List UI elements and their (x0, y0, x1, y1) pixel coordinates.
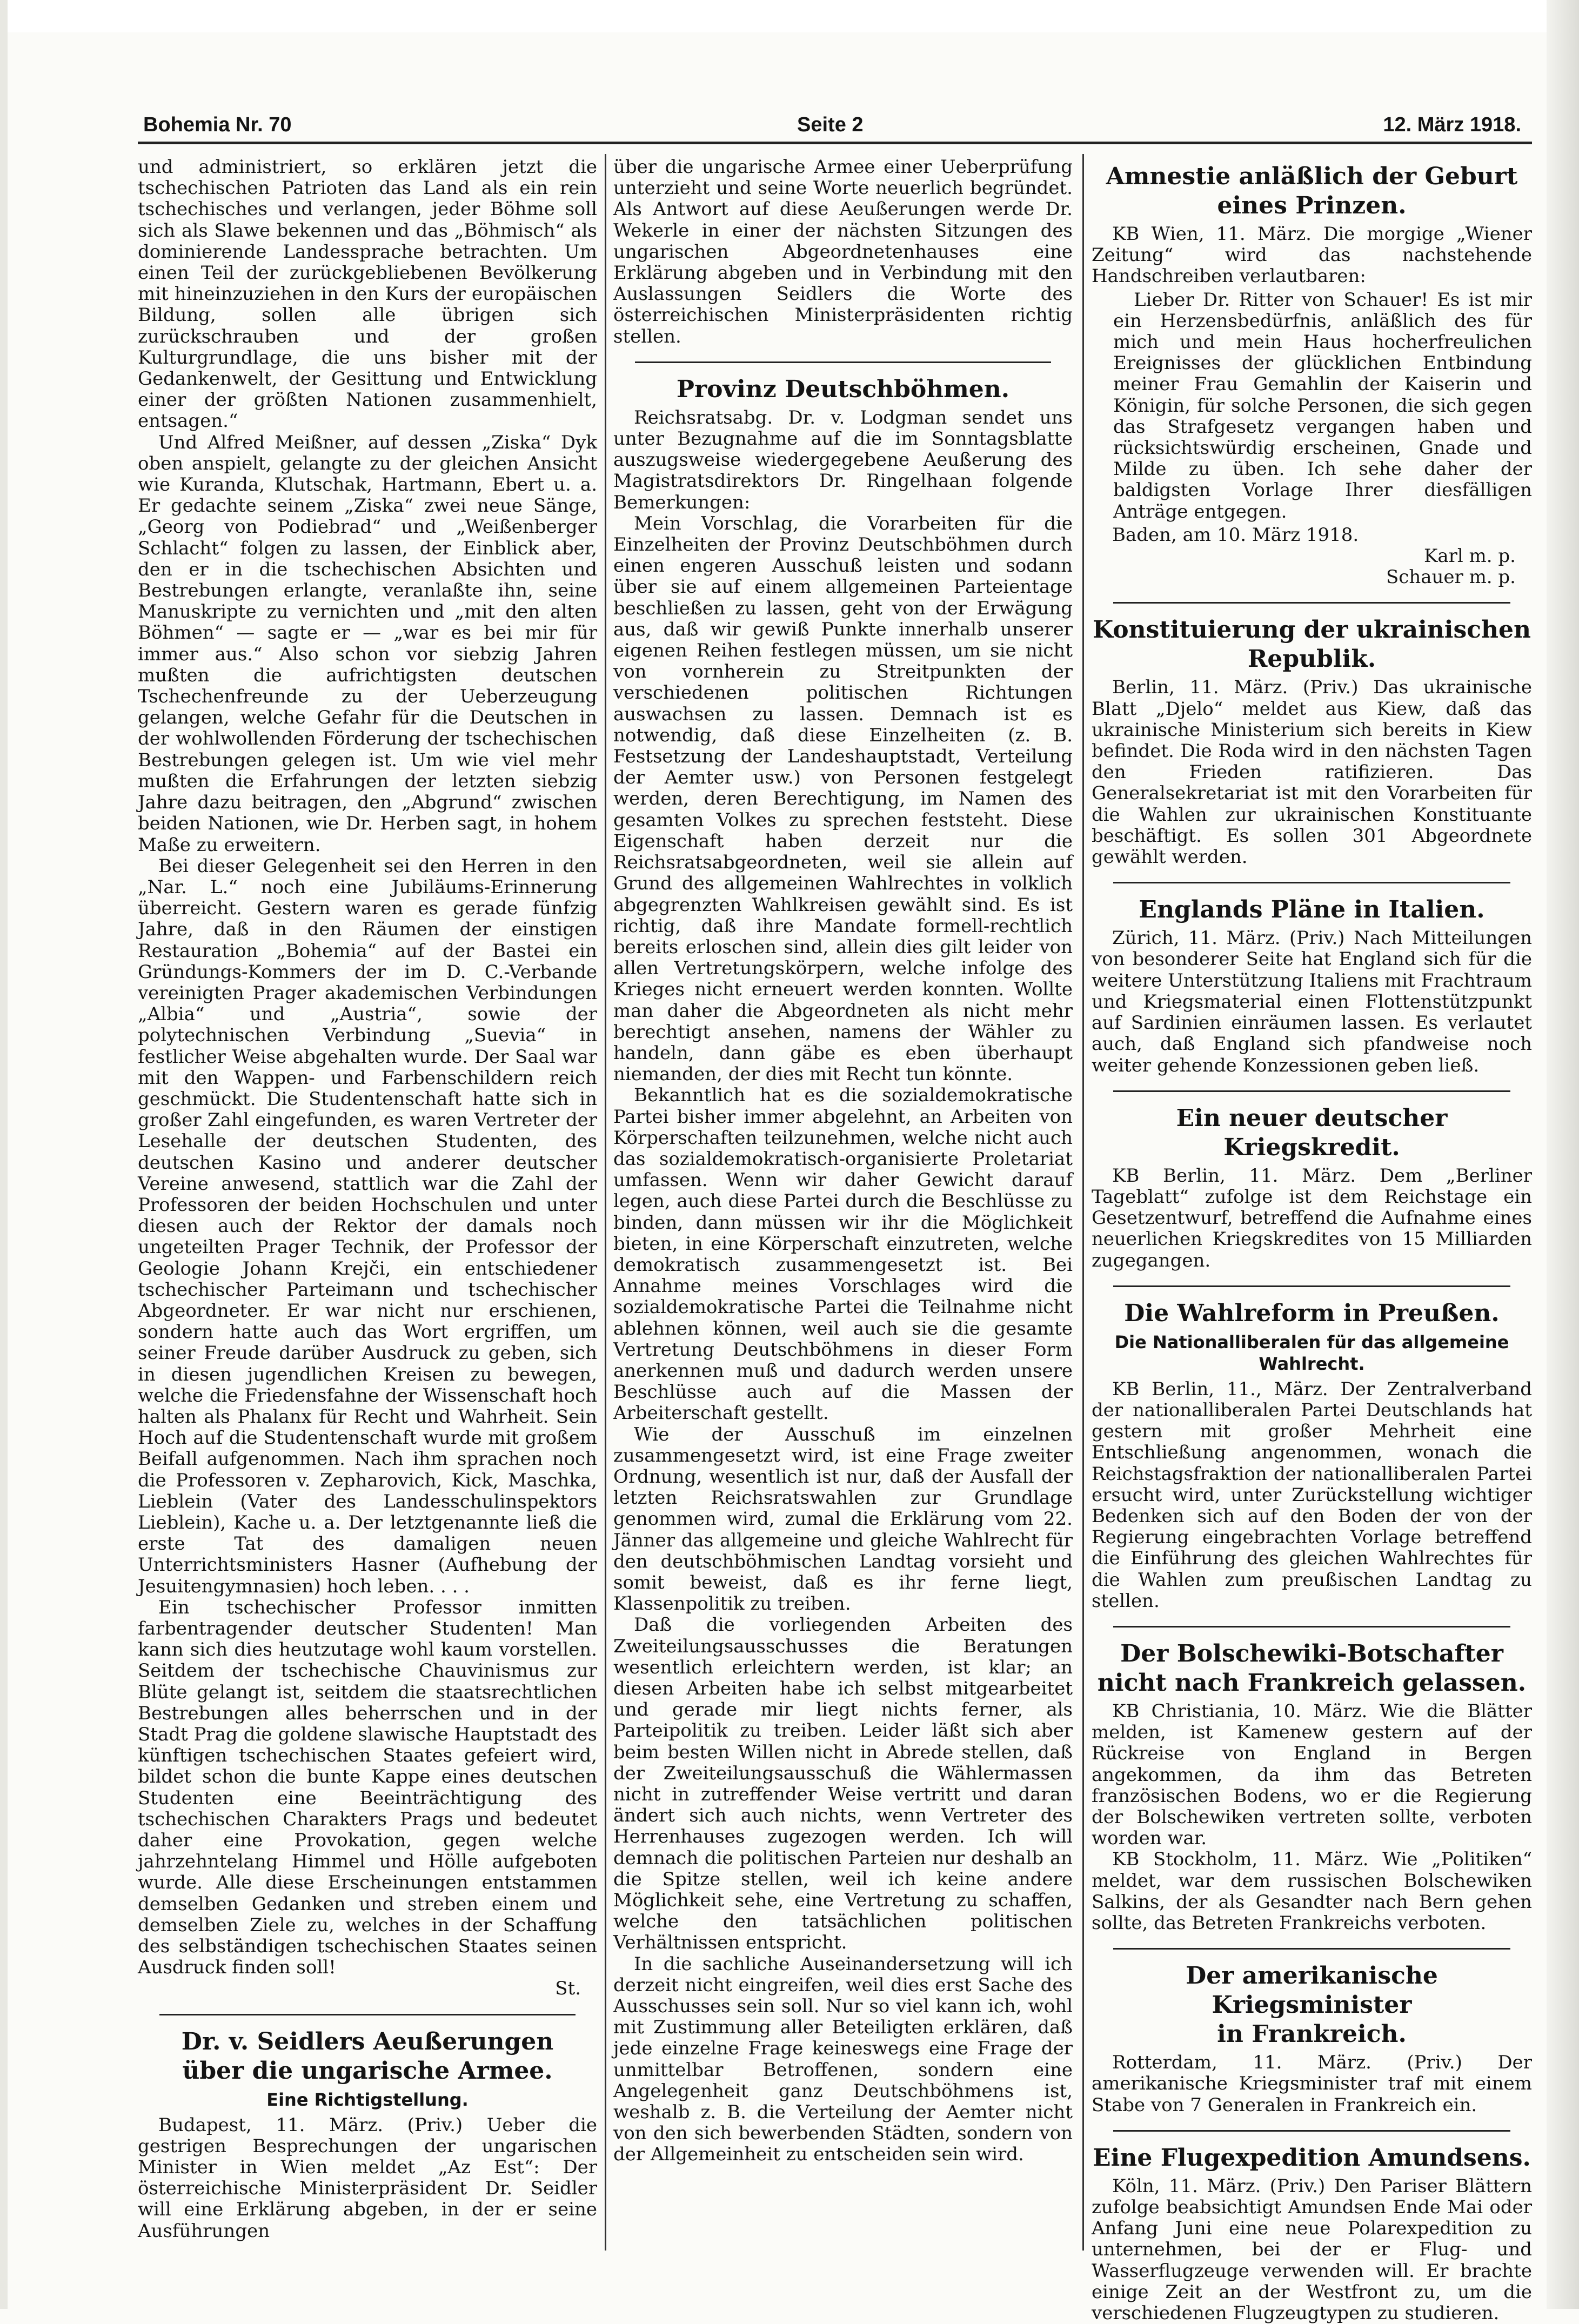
article-paragraph: Köln, 11. März. (Priv.) Den Pariser Blättern zufolge beabsichtigt Amundsen Ende Mai oder Anfang Juni eine neue Polarexpedition zu unternehmen, bei der er Flug- und Wasserflugzeuge verwenden will. Er brachte einige Zeit an der Westfront zu, um die verschiedenen Flugzeugtypen zu studieren. (1092, 2175, 1532, 2324)
article-separator (1113, 1090, 1510, 1092)
article-signature: St. (555, 1978, 581, 2000)
article-paragraph: Mein Vorschlag, die Vorarbeiten für die Einzelheiten der Provinz Deutschböhmen durch einen engeren Ausschuß leisten und sodann über sie auf einem allgemeinen Parteientage beschließen zu lassen, geht von der Erwägung aus, daß wir gewiß Punkte innerhalb unserer eigenen Reihen festlegen müssen, um sie nicht von vornherein zu Streitpunkten der verschiedenen politischen Richtungen auswachsen zu lassen. Demnach ist es notwendig, daß diese Einzelheiten (z. B. Festsetzung der Landeshauptstadt, Verteilung der Aemter usw.) von Personen festgelegt werden, deren Berechtigung, im Namen des gesamten Volkes zu sprechen feststeht. Diese Eigenschaft haben derzeit nur die Reichsratsabgeordneten, weil sie allein auf Grund des allgemeinen Wahlrechtes in volklich abgegrenzten Wahlkreisen gewählt sind. Es ist richtig, daß ihre Mandate formell-rechtlich bereits erloschen sind, allein dies gilt leider von allen Vertretungskörpern, welche infolge des Krieges nicht erneuert werden konnten. Wollte man daher die Abgeordneten als nicht mehr berechtigt ansehen, namens der Wähler zu handeln, dann gäbe es eben überhaupt niemanden, der dies mit Recht tun könnte. (613, 512, 1073, 1086)
article-separator (1113, 2130, 1510, 2132)
subheadline: Die Nationalliberalen für das allgemeine Wahlrecht. (1114, 1331, 1509, 1374)
article-paragraph: Budapest, 11. März. (Priv.) Ueber die gestrigen Besprechungen der ungarischen Minister in Wien meldet „Az Est“: Der österreichische Ministerpräsident Dr. Seidler will eine Erklärung abgeben, in der er seine Ausführungen (138, 2114, 597, 2242)
column-2 (613, 157, 1073, 2242)
article-paragraph: In die sachliche Auseinandersetzung will ich derzeit nicht eingreifen, weil dies erst Sache des Ausschusses sein soll. Nur so viel kann ich, wohl mit Zustimmung aller Beteiligten erklären, daß jede einzelne Frage keineswegs eine Frage der unmittelbar Betroffenen, sondern eine Angelegenheit ganz Deutschböhmens ist, weshalb z. B. die Verteilung der Aemter nicht von den sich bewerbenden Städten, sondern von der Allgemeinheit zu entscheiden sein wird. (613, 1953, 1073, 2166)
headline-line: Dr. v. Seidlers Aeußerungen (181, 2027, 554, 2055)
column-rule (1082, 154, 1084, 2251)
page-header (138, 108, 1532, 144)
article-paragraph: KB Christiania, 10. März. Wie die Blätter melden, ist Kamenew gestern auf der Rückreise von England in Bergen angekommen, da ihm das Betreten französischen Bodens, wo er die Regierung der Bolschewiken vertreten sollte, verboten worden war. (1092, 1700, 1532, 1850)
header-page-number: Seite 2 (797, 113, 864, 136)
article-separator (1113, 882, 1510, 883)
subheadline: Eine Richtigstellung. (266, 2089, 469, 2110)
headline-bolschewiki (1092, 1639, 1532, 1698)
article-paragraph: Und Alfred Meißner, auf dessen „Ziska“ Dyk oben anspielt, gelangte zu der gleichen Ansicht wie Kuranda, Klutschak, Hartmann, Ebert u. a. Er gedachte seinem „Ziska“ zwei neue Sänge, „Georg von Podiebrad“ und „Weißenberger Schlacht“ folgen zu lassen, der Einblick aber, den er in die tschechischen Absichten und Bestrebungen erlangte, veranlaßte ihn, seine Manuskripte zu vernichten und „mit den alten Böhmen“ — sagte er — „war es bei mir für immer aus.“ Also schon vor siebzig Jahren mußten die aufrichtigsten deutschen Tschechenfreunde zu der Ueberzeugung gelangen, welche Gefahr für die Deutschen in der wohlwollenden Förderung der tschechischen Bestrebungen gelegen ist. Um wie viel mehr mußten die Erfahrungen der letzten siebzig Jahre dazu beitragen, den „Abgrund“ zwischen beiden Nationen, wie Dr. Herben sagt, in hohem Maße zu erweitern. (138, 431, 597, 856)
article-separator (159, 2014, 576, 2015)
article-paragraph: Rotterdam, 11. März. (Priv.) Der amerikanische Kriegsminister traf mit einem Stabe von 7 Generalen in Frankreich ein. (1092, 2052, 1532, 2116)
scan-margin-top (0, 0, 1579, 32)
headline-kriegsminister (1092, 1961, 1532, 2049)
signature-karl: Karl m. p. (1423, 545, 1516, 567)
headline-ukraine: Konstituierung der ukrainischen Republik. (1092, 616, 1531, 673)
article-paragraph: Berlin, 11. März. (Priv.) Das ukrainische Blatt „Djelo“ meldet aus Kiew, daß das ukrainische Ministerium sich bereits in Kiew befindet. Die Roda wird in den nächsten Tagen den Frieden ratifizieren. Das Generalsekretariat ist mit den Vorarbeiten für die Wahlen zur ukrainischen Konstituante beschäftigt. Es sollen 301 Abgeordnete gewählt werden. (1092, 677, 1532, 868)
header-date: 12. März 1918. (1383, 113, 1521, 136)
article-paragraph: KB Wien, 11. März. Die morgige „Wiener Zeitung“ wird das nachstehende Handschreiben verlautbaren: (1092, 223, 1532, 287)
headline-amnestie: Amnestie anläßlich der Geburt eines Prinzen. (1106, 163, 1518, 219)
headline-kriegskredit: Ein neuer deutscher Kriegskredit. (1176, 1104, 1448, 1161)
article-paragraph: Ein tschechischer Professor inmitten farbentragender deutscher Studenten! Man kann sich dies heutzutage wohl kaum vorstellen. Seitdem der tschechische Chauvinismus zur Blüte gelangt ist, seitdem die staatsrechtlichen Bestrebungen alles beherrschen und in der Stadt Prag die goldene slawische Hauptstadt des künftigen tschechischen Staates gefeiert wird, bildet schon die bunte Kappe eines deutschen Studenten eine Beeinträchtigung des tschechischen Charakters Prags und bedeutet daher eine Provokation, gegen welche jahrzehntelang Himmel und Hölle aufgeboten wurde. Alle diese Erscheinungen entstammen demselben Gedanken und streben einem und demselben Ziele zu, welches in der Schaffung des selbständigen tschechischen Staates seinen Ausdruck finden soll! (138, 1596, 597, 1979)
article-paragraph: Bei dieser Gelegenheit sei den Herren in den „Nar. L.“ noch eine Jubiläums-Erinnerung überreicht. Gestern waren es gerade fünfzig Jahre, daß in den Räumen der einstigen Restauration „Bohemia“ auf der Bastei ein Gründungs-Kommers der im D. C.-Verbande vereinigten Prager akademischen Verbindungen „Albia“ und „Austria“, sowie der polytechnischen Verbindung „Suevia“ in festlicher Weise abgehalten wurde. Der Saal war mit den Wappen- und Farbenschildern reich geschmückt. Die Studentenschaft hatte sich in großer Zahl eingefunden, es waren Vertreter der Lesehalle der deutschen Studenten, des deutschen Kasino und anderer deutscher Vereine anwesend, stattlich war die Zahl der Professoren der beiden Hochschulen und unter diesen auch der Rektor der damals noch ungeteilten Prager Technik, der Professor der Geologie Johann Krejči, ein entschiedener tschechischer Parteimann und tschechischer Abgeordneter. Er war nicht nur erschienen, sondern hatte auch das Wort ergriffen, um seiner Freude darüber Ausdruck zu geben, sich in diesen jugendlichen Kreisen zu bewegen, welche die Friedensfahne der Wissenschaft hoch halten als Phalanx für Recht und Wahrheit. Sein Hoch auf die Studentenschaft wurde mit großem Beifall aufgenommen. Nach ihm sprachen noch die Professoren v. Zepharovich, Kick, Maschka, Lieblein (Vater des Landesschulinspektors Lieblein), Kache u. a. Der letztgenannte ließ die erste Tat des damaligen neuen Unterrichtsministers Hasner (Aufhebung der Jesuitengymnasien) hoch leben. . . . (138, 855, 597, 1597)
headline-wahlreform: Die Wahlreform in Preußen. (1124, 1299, 1500, 1327)
article-paragraph: Reichsratsabg. Dr. v. Lodgman sendet uns unter Bezugnahme auf die im Sonntagsblatte auszugsweise wiedergegebene Aeußerung des Magistratsdirektors Dr. Ringelhaan folgende Bemerkungen: (613, 406, 1073, 513)
article-paragraph: KB Berlin, 11., März. Der Zentralverband der nationalliberalen Partei Deutschlands hat gestern mit großer Mehrheit eine Entschließung angenommen, wonach die Reichstagsfraktion der nationalliberalen Partei ersucht wird, unter Zurückstellung wichtiger Bedenken sich auf den Boden der von der Regierung eingebrachten Vorlage betreffend die Einführung des gleichen Wahlrechtes für die Wahlen zum preußischen Landtag zu stellen. (1092, 1378, 1532, 1612)
letter-place-date: Baden, am 10. März 1918. (1112, 524, 1359, 546)
article-paragraph: KB Stockholm, 11. März. Wie „Politiken“ meldet, war dem russischen Bolschewiken Salkins, der als Gesandter nach Bern gehen sollte, das Betreten Frankreichs verboten. (1092, 1849, 1532, 1934)
newspaper-page (138, 108, 1532, 2324)
article-separator (635, 361, 1051, 363)
article-paragraph: Zürich, 11. März. (Priv.) Nach Mitteilungen von besonderer Seite hat England sich für die weitere Unterstützung Italiens mit Frachtraum und Kriegsmaterial einen Flottenstützpunkt auf Sardinien einräumen lassen. Es verlautet auch, daß England sich pfandweise noch weiter gehende Konzessionen geben ließ. (1092, 927, 1532, 1076)
headline-line: in Frankreich. (1217, 2020, 1407, 2048)
article-paragraph: KB Berlin, 11. März. Dem „Berliner Tageblatt“ zufolge ist dem Reichstage ein Gesetzentwurf, betreffend die Aufnahme eines neuerlichen Kriegskredites von 15 Milliarden zugegangen. (1092, 1164, 1532, 1271)
article-paragraph: und administriert, so erklären jetzt die tschechischen Patrioten das Land als ein rein tschechisches und verlangen, jeder Böhme soll sich als Slawe bekennen und das „Böhmisch“ als dominierende Landessprache betrachten. Um einen Teil der zurückgebliebenen Bevölkerung mit hineinzuziehen in den Kurs der europäischen Bildung, sollen alle übrigen sich zurückschrauben und der großen Kulturgrundlage, die uns bisher mit der Gedankenwelt, der Gesittung und Entwicklung einer der größten Nationen zusammenhielt, entsagen.“ (138, 156, 597, 432)
article-paragraph: Wie der Ausschuß im einzelnen zusammengesetzt wird, ist eine Frage zweiter Ordnung, wesentlich ist nur, daß der Ausfall der letzten Reichsratswahlen zur Grundlage genommen wird, zumal die Erklärung vom 22. Jänner das allgemeine und gleiche Wahlrecht für den deutschböhmischen Landtag vorsieht und somit beweist, daß es ihr ferne liegt, Klassenpolitik zu treiben. (613, 1423, 1073, 1615)
headline-line: nicht nach Frankreich gelassen. (1097, 1669, 1527, 1697)
scan-margin-right (1547, 0, 1579, 2309)
headline-line: Der amerikanische Kriegsminister (1186, 1962, 1438, 2019)
column-3 (1092, 157, 1532, 2324)
headline-england: Englands Pläne in Italien. (1139, 896, 1485, 924)
signature-schauer: Schauer m. p. (1386, 566, 1516, 588)
article-separator (1113, 1285, 1510, 1287)
headline-line: über die ungarische Armee. (182, 2057, 553, 2085)
headline-deutschboehmen: Provinz Deutschböhmen. (676, 375, 1010, 403)
letter-text: Lieber Dr. Ritter von Schauer! Es ist mir ein Herzensbedürfnis, anläßlich des für mich und mein Haus hocherfreulichen Ereignisses der glücklichen Entbindung meiner Frau Gemahlin der Kaiserin und Königin, für solche Personen, die sich gegen das Strafgesetz vergangen haben und rücksichtswürdig erscheinen, Gnade und Milde zu üben. Ich sehe daher der baldigsten Vorlage Ihrer diesfälligen Anträge entgegen. (1113, 289, 1532, 523)
article-separator (1113, 1626, 1510, 1628)
article-paragraph: über die ungarische Armee einer Ueberprüfung unterzieht und seine Worte neuerlich begründet. Als Antwort auf diese Aeußerungen werde Dr. Wekerle in einer der nächsten Sitzungen des ungarischen Abgeordnetenhauses eine Erklärung abgeben und in Verbindung mit den Auslassungen Seidlers die Worte des österreichischen Ministerpräsidenten richtig stellen. (613, 156, 1073, 347)
article-separator (1113, 602, 1510, 604)
headline-seidler (138, 2027, 597, 2086)
scan-margin-left (0, 0, 8, 2309)
headline-amundsen: Eine Flugexpedition Amundsens. (1093, 2144, 1531, 2172)
article-paragraph: Daß die vorliegenden Arbeiten des Zweiteilungsausschusses die Beratungen wesentlich erleichtern werden, ist klar; an diesen Arbeiten habe ich selbst mitgearbeitet und gerade mir liegt nichts ferner, als Parteipolitik zu treiben. Leider läßt sich aber beim besten Willen nicht in Abrede stellen, daß der Zweiteilungsausschuß die Wählermassen nicht in zutreffender Weise vertritt und daran ändert sich auch nichts, wenn Vertreter des Herrenhauses zugezogen werden. Ich will demnach die politischen Parteien nur deshalb an die Spitze stellen, weil ich keine andere Möglichkeit sehe, eine Vertretung zu schaffen, welche den tatsächlichen politischen Verhältnissen entspricht. (613, 1614, 1073, 1954)
article-paragraph: Bekanntlich hat es die sozialdemokratische Partei bisher immer abgelehnt, an Arbeiten von Körperschaften teilzunehmen, welche nicht auch das sozialdemokratisch-organisierte Proletariat umfassen. Wenn wir daher Gewicht darauf legen, auch diese Partei durch die Beschlüsse zu binden, dann müssen wir ihr die Möglichkeit bieten, in eine Körperschaft einzutreten, welche demokratisch zusammengesetzt ist. Bei Annahme meines Vorschlages wird die sozialdemokratische Partei die Teilnahme nicht ablehnen können, weil auch sie die gesamte Vertretung Deutschböhmens in dieser Form anerkennen muß und dadurch werden unsere Beschlüsse auch auf die Massen der Arbeiterschaft gestellt. (613, 1084, 1073, 1424)
headline-line: Der Bolschewiki-Botschafter (1120, 1639, 1503, 1667)
column-1 (138, 157, 597, 2242)
column-rule (605, 154, 606, 2251)
article-separator (1113, 1948, 1510, 1950)
header-paper: Bohemia Nr. 70 (143, 113, 292, 136)
